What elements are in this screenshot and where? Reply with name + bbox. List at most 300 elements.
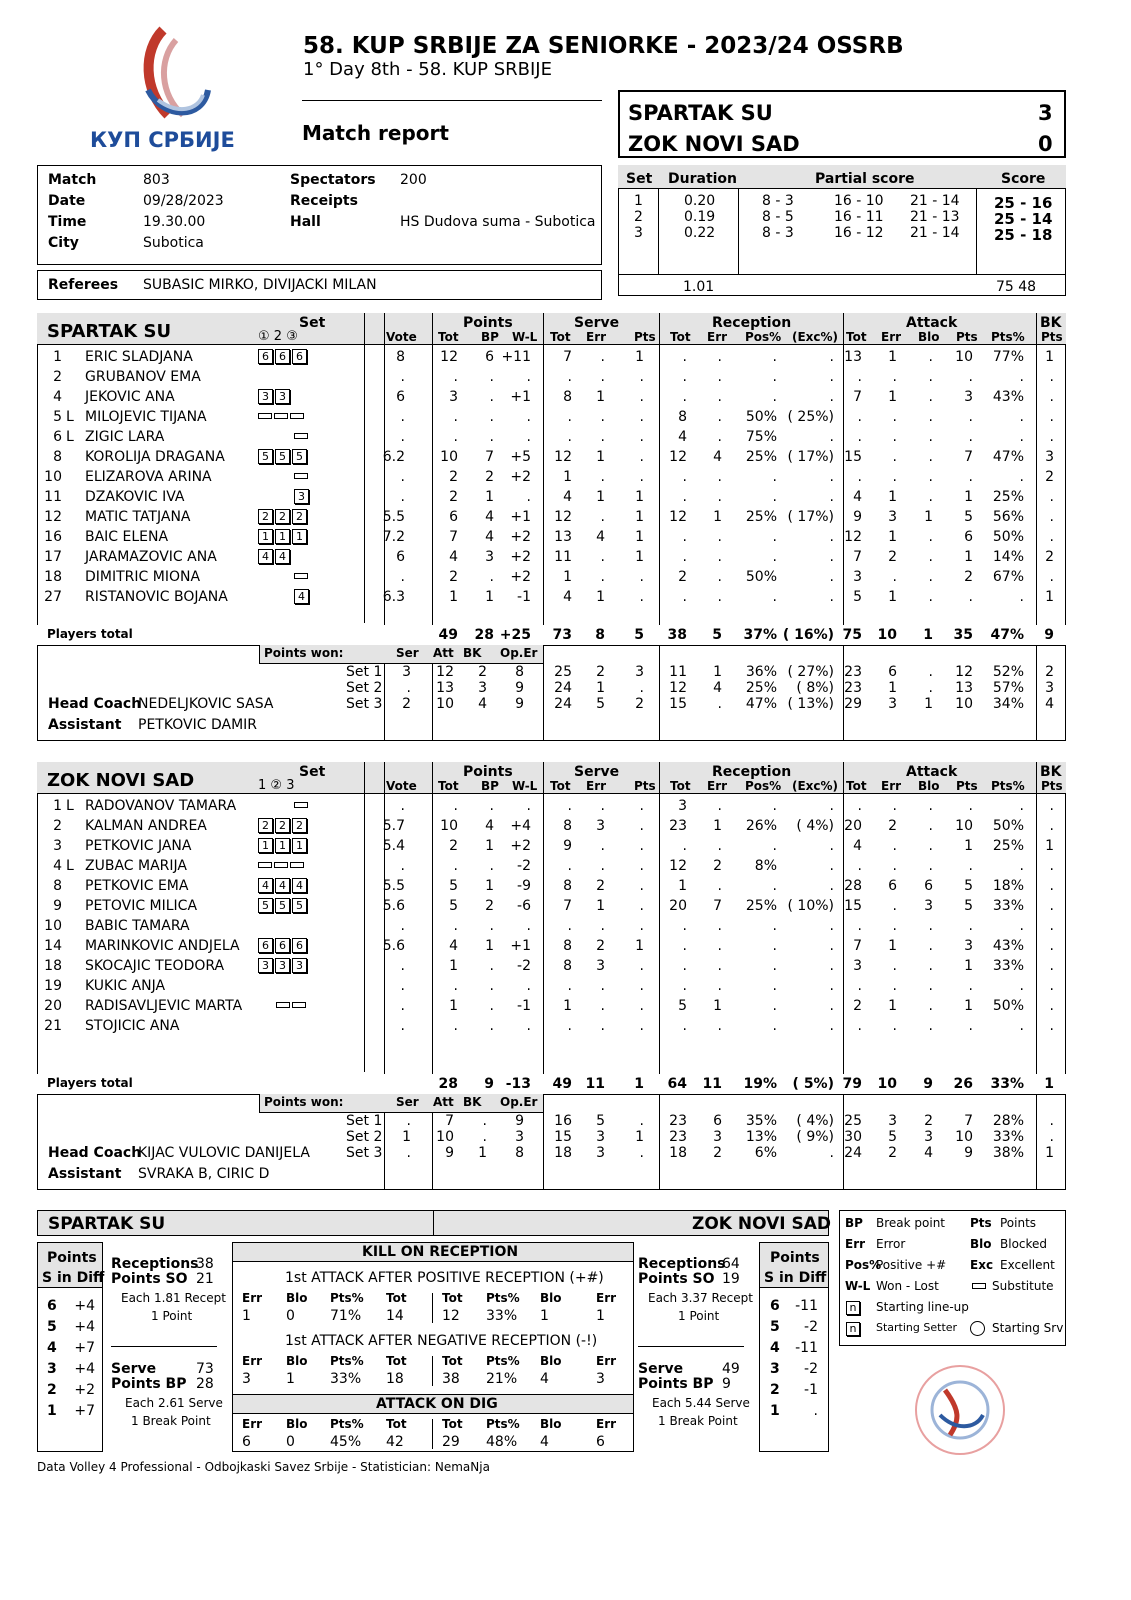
player-set-lineup: [258, 468, 310, 484]
player-ab: .: [928, 918, 933, 934]
rotation-diff: -11: [795, 1298, 818, 1314]
player-rt: 2: [678, 569, 687, 585]
player-rp: 25%: [745, 509, 777, 525]
kor-divider: [432, 1293, 433, 1323]
player-rt: .: [682, 838, 687, 854]
set-ae: 5: [888, 1129, 897, 1145]
set-rx: ( 9%): [796, 1129, 834, 1145]
player-ae: 6: [888, 878, 897, 894]
player-app: 50%: [992, 818, 1024, 834]
player-wl: +2: [510, 469, 531, 485]
set-re: .: [717, 696, 722, 712]
player-name: BABIC TAMARA: [85, 918, 190, 934]
rotation-number: 1: [770, 1403, 780, 1419]
player-at: 28: [844, 878, 862, 894]
player-rp: .: [772, 369, 777, 385]
player-st: .: [567, 858, 572, 874]
starting-position: 5: [292, 898, 307, 913]
total-rt: 64: [667, 1076, 687, 1092]
set-ab: 4: [924, 1145, 933, 1161]
player-wl: -2: [517, 858, 531, 874]
player-sp: .: [639, 978, 644, 994]
player-rp: .: [772, 958, 777, 974]
player-rp: .: [772, 549, 777, 565]
player-rp: .: [772, 489, 777, 505]
set-ab: 2: [924, 1113, 933, 1129]
player-number: 1: [53, 798, 62, 814]
player-at: .: [857, 858, 862, 874]
player-bk: .: [1049, 569, 1054, 585]
total-bk: 1: [1044, 1076, 1054, 1092]
kill-on-reception-title: KILL ON RECEPTION: [362, 1244, 519, 1260]
player-ap: .: [968, 858, 973, 874]
player-pt: .: [453, 369, 458, 385]
player-wl: +1: [510, 938, 531, 954]
player-app: 67%: [992, 569, 1024, 585]
player-wl: +11: [501, 349, 531, 365]
player-wl: +2: [510, 569, 531, 585]
player-ap: 1: [964, 489, 973, 505]
player-rx: .: [829, 878, 834, 894]
legend-abbr: Pos%: [845, 1258, 882, 1272]
player-wl: .: [526, 429, 531, 445]
player-number: 5: [53, 409, 62, 425]
player-at: .: [857, 918, 862, 934]
total-ab: 9: [923, 1076, 933, 1092]
starting-position: 6: [292, 938, 307, 953]
player-se: 4: [596, 529, 605, 545]
kor-value: 14: [386, 1308, 404, 1324]
legend-desc: Won - Lost: [876, 1279, 939, 1293]
rotation-number: 4: [47, 1340, 57, 1356]
col-tot: Tot: [670, 330, 691, 344]
set-app: 38%: [992, 1145, 1024, 1161]
player-sp: .: [639, 589, 644, 605]
starting-position: 3: [294, 489, 309, 504]
player-re: .: [717, 978, 722, 994]
player-rt: 23: [669, 818, 687, 834]
set-bk: 4: [478, 696, 487, 712]
kor-value: 33%: [486, 1308, 518, 1324]
kor-value: 1: [540, 1308, 549, 1324]
total-app: 47%: [990, 627, 1024, 643]
player-rt: .: [682, 389, 687, 405]
starting-position: 4: [292, 878, 307, 893]
player-bk: 2: [1045, 549, 1054, 565]
substitute-icon: [294, 473, 308, 479]
player-pt: .: [453, 1018, 458, 1034]
player-wl: +2: [510, 529, 531, 545]
kor-divider: [432, 1356, 433, 1386]
player-rx: .: [829, 838, 834, 854]
summary-home-name: SPARTAK SU: [48, 1214, 166, 1234]
assistant-label: Assistant: [48, 1166, 122, 1182]
player-ae: .: [892, 898, 897, 914]
kor-value: 0: [286, 1434, 295, 1450]
player-bk: .: [1049, 878, 1054, 894]
player-pt: .: [453, 918, 458, 934]
home-receptions-value: 38: [196, 1256, 214, 1272]
kor-col-label: Err: [242, 1417, 263, 1431]
set-se: 5: [596, 696, 605, 712]
player-ap: 1: [964, 998, 973, 1014]
player-rx: .: [829, 529, 834, 545]
kor-col-label: Pts%: [486, 1417, 520, 1431]
col-vote: Vote: [386, 779, 417, 793]
player-se: 1: [596, 589, 605, 605]
set-duration: 0.22: [684, 225, 716, 241]
kor-col-label: Blo: [540, 1417, 562, 1431]
player-pt: 2: [449, 489, 458, 505]
starting-position: 2: [258, 818, 273, 833]
player-number: 17: [44, 549, 62, 565]
starting-position: 3: [258, 389, 273, 404]
players-total-label: Players total: [47, 1076, 133, 1090]
home-rot-points-label: Points: [47, 1250, 97, 1266]
player-ab: .: [928, 798, 933, 814]
set-at: 30: [844, 1129, 862, 1145]
player-sp: 1: [635, 349, 644, 365]
pw-att: Att: [433, 1095, 454, 1109]
total-rx: ( 5%): [792, 1076, 834, 1092]
set-label: Set: [299, 315, 326, 331]
player-ae: .: [892, 369, 897, 385]
player-v: .: [400, 409, 405, 425]
total-re: 5: [712, 627, 722, 643]
total-rp: 37%: [743, 627, 777, 643]
set-st: 25: [554, 664, 572, 680]
set-rp: 47%: [745, 696, 777, 712]
kor-value: 29: [442, 1434, 460, 1450]
set-ser: .: [406, 1145, 411, 1161]
away-team-name: ZOK NOVI SAD: [628, 132, 800, 156]
rotation-number: 5: [47, 1319, 57, 1335]
player-libero: L: [66, 409, 74, 425]
set-number: 2: [634, 209, 643, 225]
player-rt: .: [682, 918, 687, 934]
player-ab: 1: [924, 509, 933, 525]
legend-abbr-2: Blo: [970, 1237, 992, 1251]
player-app: 25%: [992, 489, 1024, 505]
starting-position: 1: [258, 529, 273, 544]
player-st: .: [567, 798, 572, 814]
set-ae: 1: [888, 680, 897, 696]
away-points-so-value: 19: [722, 1271, 740, 1287]
player-st: 11: [554, 549, 572, 565]
starting-position: 1: [275, 529, 290, 544]
player-set-lineup: [258, 817, 309, 833]
set-row-label: Set 3: [346, 696, 383, 712]
player-ae: .: [892, 429, 897, 445]
player-se: .: [600, 549, 605, 565]
kor-col-label: Pts%: [486, 1291, 520, 1305]
total-ap: 35: [953, 627, 973, 643]
set-op: 8: [515, 664, 524, 680]
player-ae: .: [892, 838, 897, 854]
kor-col-label: Tot: [386, 1291, 407, 1305]
player-rx: .: [829, 938, 834, 954]
player-bp: .: [489, 998, 494, 1014]
set-partial-1: 8 - 3: [762, 193, 794, 209]
starting-position: 3: [275, 389, 290, 404]
player-app: 47%: [992, 449, 1024, 465]
player-at: .: [857, 369, 862, 385]
starting-position: 6: [275, 938, 290, 953]
home-points-so-value: 21: [196, 1271, 214, 1287]
substitute-icon: [294, 433, 308, 439]
player-ab: 6: [924, 878, 933, 894]
legend-desc-2: Blocked: [1000, 1237, 1048, 1251]
rotation-number: 6: [47, 1298, 57, 1314]
player-wl: +4: [510, 818, 531, 834]
home-receptions-label: Receptions: [111, 1256, 199, 1272]
substitute-icon: [290, 862, 304, 868]
match-number: 803: [143, 172, 170, 188]
player-number: 9: [53, 898, 62, 914]
set-marks: ① 2 ③: [258, 329, 298, 344]
player-number: 3: [53, 838, 62, 854]
set-ab: .: [928, 664, 933, 680]
player-pt: 10: [440, 818, 458, 834]
player-number: 12: [44, 509, 62, 525]
player-app: .: [1019, 369, 1024, 385]
set-rx: .: [829, 1145, 834, 1161]
set-rt: 15: [669, 696, 687, 712]
starting-position: 4: [258, 878, 273, 893]
player-v: .: [400, 469, 405, 485]
total-ae: 10: [877, 1076, 897, 1092]
player-v: 6: [396, 389, 405, 405]
col-pts: Pts: [634, 330, 656, 344]
set-duration: 0.19: [684, 209, 716, 225]
player-at: .: [857, 409, 862, 425]
player-ae: 1: [888, 389, 897, 405]
player-bp: 6: [485, 349, 494, 365]
player-bk: .: [1049, 918, 1054, 934]
col-tot: Tot: [670, 779, 691, 793]
player-rx: .: [829, 489, 834, 505]
substitute-icon: [292, 1002, 306, 1008]
set-st: 18: [554, 1145, 572, 1161]
legend-desc: Starting Setter: [876, 1321, 958, 1334]
set-ap: 12: [955, 664, 973, 680]
player-number: 6: [53, 429, 62, 445]
player-rp: .: [772, 998, 777, 1014]
player-pt: 1: [449, 998, 458, 1014]
kor-value: 33%: [330, 1371, 362, 1387]
set-number: 1: [634, 193, 643, 209]
set-bk: .: [482, 1129, 487, 1145]
player-at: 15: [844, 898, 862, 914]
player-sp: .: [639, 569, 644, 585]
player-re: .: [717, 1018, 722, 1034]
set-partial-3: 21 - 13: [910, 209, 960, 225]
player-rx: .: [829, 469, 834, 485]
player-ae: .: [892, 1018, 897, 1034]
player-rt: 4: [678, 429, 687, 445]
player-ae: .: [892, 449, 897, 465]
set-label: Set: [299, 764, 326, 780]
col-bp: BP: [481, 330, 499, 344]
player-st: .: [567, 369, 572, 385]
player-set-lineup: [258, 997, 308, 1013]
player-se: 1: [596, 898, 605, 914]
group-bk: BK: [1040, 764, 1062, 780]
substitute-icon: [258, 413, 272, 419]
total-pt: 49: [438, 627, 458, 643]
starting-position: 1: [292, 529, 307, 544]
set-duration: 0.20: [684, 193, 716, 209]
player-bp: 2: [485, 898, 494, 914]
legend-desc-2: Points: [1000, 1216, 1037, 1230]
player-re: .: [717, 569, 722, 585]
player-wl: +1: [510, 509, 531, 525]
set-score: 25 - 14: [994, 210, 1053, 228]
total-ae: 10: [877, 627, 897, 643]
player-app: 43%: [992, 389, 1024, 405]
player-rx: .: [829, 978, 834, 994]
player-wl: +5: [510, 449, 531, 465]
player-bp: .: [489, 1018, 494, 1034]
player-ae: 1: [888, 349, 897, 365]
substitute-icon: [274, 862, 288, 868]
head-coach-name: NEDELJKOVIC SASA: [138, 696, 274, 712]
rotation-number: 2: [770, 1382, 780, 1398]
player-ap: 10: [955, 818, 973, 834]
player-v: .: [400, 369, 405, 385]
player-wl: .: [526, 798, 531, 814]
player-set-lineup: [258, 408, 306, 424]
player-wl: .: [526, 918, 531, 934]
substitute-icon: [274, 413, 288, 419]
player-rp: 25%: [745, 449, 777, 465]
col-err: Err: [586, 779, 607, 793]
set-partial-1: 8 - 5: [762, 209, 794, 225]
player-sp: .: [639, 369, 644, 385]
kor-value: 71%: [330, 1308, 362, 1324]
total-at: 75: [842, 627, 862, 643]
player-ab: .: [928, 389, 933, 405]
away-each-recept: Each 3.37 Recept: [648, 1291, 753, 1305]
away-receptions-value: 64: [722, 1256, 740, 1272]
player-rx: .: [829, 589, 834, 605]
sets-total-duration: 1.01: [683, 279, 715, 295]
player-bp: 1: [485, 589, 494, 605]
kor-value: 18: [386, 1371, 404, 1387]
player-st: 1: [563, 998, 572, 1014]
player-se: 1: [596, 389, 605, 405]
col-pts: Pts: [1041, 779, 1063, 793]
set-st: 24: [554, 696, 572, 712]
player-ap: .: [968, 589, 973, 605]
starting-position: 2: [258, 509, 273, 524]
player-bp: .: [489, 958, 494, 974]
total-ab: 1: [923, 627, 933, 643]
kor-value: 42: [386, 1434, 404, 1450]
col-pos: Pos%: [745, 330, 782, 344]
pw-bk: BK: [463, 646, 482, 660]
set-at: 29: [844, 696, 862, 712]
kor-col-label: Blo: [540, 1291, 562, 1305]
player-rt: 12: [669, 449, 687, 465]
kor-col-label: Pts%: [486, 1354, 520, 1368]
player-ab: .: [928, 998, 933, 1014]
starting-position: 5: [275, 449, 290, 464]
player-name: ZIGIC LARA: [85, 429, 165, 445]
player-name: RISTANOVIC BOJANA: [85, 589, 228, 605]
player-ae: .: [892, 409, 897, 425]
player-set-lineup: [258, 897, 309, 913]
kor-value: 1: [242, 1308, 251, 1324]
player-rp: 26%: [745, 818, 777, 834]
player-sp: .: [639, 1018, 644, 1034]
player-bk: .: [1049, 369, 1054, 385]
player-pt: 5: [449, 878, 458, 894]
player-set-lineup: [258, 568, 310, 584]
kor-value: 1: [596, 1308, 605, 1324]
starting-position: 6: [258, 349, 273, 364]
set-ser: 2: [402, 696, 411, 712]
player-se: .: [600, 1018, 605, 1034]
player-sp: .: [639, 389, 644, 405]
player-set-lineup: [258, 877, 309, 893]
player-ab: .: [928, 958, 933, 974]
player-st: 7: [563, 349, 572, 365]
player-sp: 1: [635, 938, 644, 954]
player-re: .: [717, 469, 722, 485]
player-ae: 2: [888, 818, 897, 834]
substitute-icon: [972, 1283, 986, 1289]
player-ae: 1: [888, 938, 897, 954]
kor-col-label: Tot: [442, 1417, 463, 1431]
rotation-diff: .: [813, 1403, 818, 1419]
player-at: 15: [844, 449, 862, 465]
player-app: .: [1019, 429, 1024, 445]
starting-position: 4: [258, 549, 273, 564]
player-bk: .: [1049, 489, 1054, 505]
rotation-diff: +4: [74, 1361, 95, 1377]
player-bp: .: [489, 798, 494, 814]
player-pt: 5: [449, 898, 458, 914]
player-rx: ( 25%): [787, 409, 834, 425]
player-rx: ( 10%): [787, 898, 834, 914]
player-wl: .: [526, 978, 531, 994]
rotation-number: 2: [47, 1382, 57, 1398]
player-pt: 10: [440, 449, 458, 465]
player-name: KALMAN ANDREA: [85, 818, 207, 834]
player-se: 2: [596, 878, 605, 894]
player-name: GRUBANOV EMA: [85, 369, 201, 385]
player-se: .: [600, 349, 605, 365]
group-reception: Reception: [712, 315, 792, 331]
player-bk: .: [1049, 978, 1054, 994]
player-pt: 4: [449, 938, 458, 954]
player-pt: 2: [449, 569, 458, 585]
player-bk: .: [1049, 389, 1054, 405]
player-rp: 75%: [745, 429, 777, 445]
player-se: .: [600, 509, 605, 525]
group-points: Points: [463, 764, 513, 780]
legend-square-icon: n: [846, 1322, 860, 1336]
player-at: .: [857, 798, 862, 814]
player-bk: .: [1049, 938, 1054, 954]
total-rp: 19%: [743, 1076, 777, 1092]
player-v: .: [400, 998, 405, 1014]
set-rx: ( 4%): [796, 1113, 834, 1129]
home-points-bp-label: Points BP: [111, 1376, 187, 1392]
player-sp: 1: [635, 549, 644, 565]
set-bk: 1: [478, 1145, 487, 1161]
